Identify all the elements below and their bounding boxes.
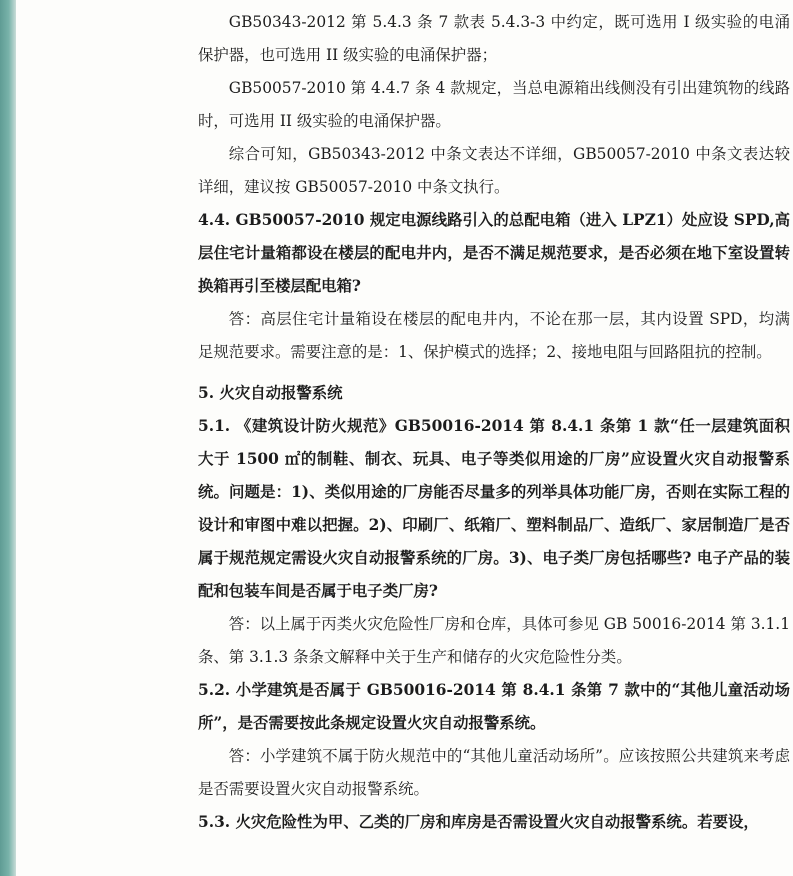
document-page	[16, 0, 793, 876]
question-5-1: 5.1. 《建筑设计防火规范》GB50016-2014 第 8.4.1 条第 1 款“任一层建筑面积大于 1500 ㎡的制鞋、制衣、玩具、电子等类似用途的厂房”应设置火灾自动报警系统。问题是：1)、类似用途的厂房能否尽量多的列举具体功能厂房，否则在实际工程的设计和审图中难以把握。2)、印刷厂、纸箱厂、塑料制品厂、造纸厂、家居制造厂是否属于规范规定需设火灾自动报警系统的厂房。3)、电子类厂房包括哪些? 电子产品的装配和包装车间是否属于电子类厂房?	[198, 417, 790, 600]
answer-5-2: 答：小学建筑不属于防火规范中的“其他儿童活动场所”。应该按照公共建筑来考虑是否需要设置火灾自动报警系统。	[198, 747, 790, 798]
question-4-4: 4.4. GB50057-2010 规定电源线路引入的总配电箱（进入 LPZ1）处应设 SPD,高层住宅计量箱都设在楼层的配电井内，是否不满足规范要求，是否必须在地下室设置转换箱再引至楼层配电箱?	[198, 211, 790, 295]
paragraph-gb50343: GB50343-2012 第 5.4.3 条 7 款表 5.4.3-3 中约定，既可选用 I 级实验的电涌保护器，也可选用 II 级实验的电涌保护器；	[198, 13, 790, 64]
section-heading-5: 5. 火灾自动报警系统	[198, 384, 343, 402]
paragraph-summary: 综合可知，GB50343-2012 中条文表达不详细，GB50057-2010 中条文表达较详细，建议按 GB50057-2010 中条文执行。	[198, 145, 790, 196]
answer-4-4: 答：高层住宅计量箱设在楼层的配电井内，不论在那一层，其内设置 SPD，均满足规范要求。需要注意的是：1、保护模式的选择；2、接地电阻与回路阻抗的控制。	[198, 310, 790, 361]
paragraph-gb50057: GB50057-2010 第 4.4.7 条 4 款规定，当总电源箱出线侧没有引出建筑物的线路时，可选用 II 级实验的电涌保护器。	[198, 79, 790, 130]
question-5-2: 5.2. 小学建筑是否属于 GB50016-2014 第 8.4.1 条第 7 款中的“其他儿童活动场所”，是否需要按此条规定设置火灾自动报警系统。	[198, 681, 790, 732]
answer-5-1: 答：以上属于丙类火灾危险性厂房和仓库，具体可参见 GB 50016-2014 第 3.1.1 条、第 3.1.3 条条文解释中关于生产和储存的火灾危险性分类。	[198, 615, 790, 666]
question-5-3: 5.3. 火灾危险性为甲、乙类的厂房和库房是否需设置火灾自动报警系统。若要设，	[198, 813, 759, 831]
document-body	[198, 6, 790, 839]
binding-spine	[0, 0, 16, 876]
